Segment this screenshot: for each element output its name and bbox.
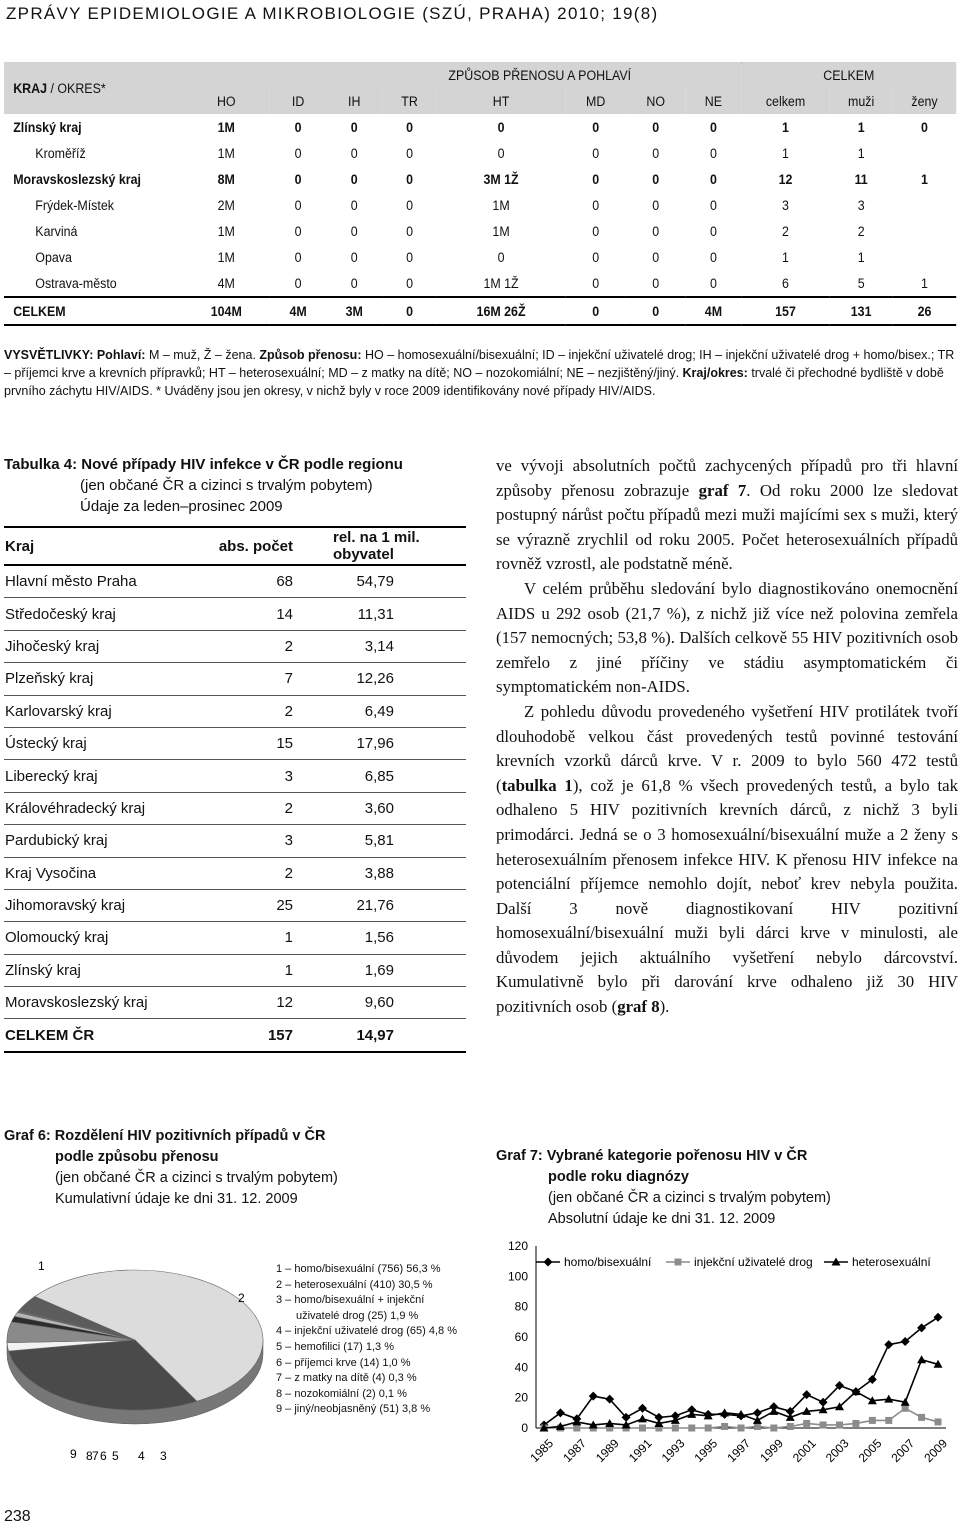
table-cell: 0 [921,119,928,135]
col-header-tr: TR [401,93,418,109]
rel-count: 54,79 [303,565,466,598]
table-cell: 0 [497,249,505,265]
pie-chart [0,1240,270,1480]
table-cell: 0 [497,145,505,161]
legend-item: 9 – jiný/neobjasněný (51) 3,8 % [276,1403,431,1416]
data-point [902,1405,909,1412]
x-tick-label: 1987 [560,1436,589,1466]
data-point [721,1423,728,1430]
data-point [852,1420,859,1427]
abs-count: 12 [212,987,303,1019]
data-point [918,1414,925,1421]
table-cell: 0 [350,223,358,239]
table-cell: 6 [782,275,789,291]
region-name: Ústecký kraj [4,727,212,759]
table-cell: 1M [492,197,510,213]
col-header-ženy: ženy [911,93,938,109]
legend-item: uživatelé drog (25) 1,9 % [296,1309,419,1322]
x-tick-label: 2001 [790,1436,819,1466]
table-cell: 0 [709,249,717,265]
table-total-row [4,297,956,325]
table-row [4,630,466,662]
data-point [638,1414,647,1422]
table-cell: 1 [921,275,928,291]
pie-label-6: 6 [100,1449,107,1463]
region-name: Zlínský kraj [4,954,212,986]
data-point [705,1425,712,1432]
table-cell: 0 [294,171,302,187]
table-cell: 0 [350,249,358,265]
abs-count: 2 [212,792,303,824]
col-header-no: NO [646,93,666,109]
table-cell: 0 [294,145,302,161]
total-label: CELKEM [4,297,182,325]
col-header-id: ID [291,93,305,109]
legend-item: 6 – příjemci krve (14) 1,0 % [276,1356,411,1369]
legend-label: heterosexuální [852,1255,931,1269]
region-table [4,526,466,1053]
table-cell: 0 [709,119,717,135]
table-cell: 12 [778,171,793,187]
data-point [638,1404,647,1413]
paragraph: ve vývoji absolutních počtů zachycených případů pro tři hlavní způsoby přenosu zobrazuje graf 7. Od roku 2000 lze sledovat postupný nárůst počtu případů mezi muži majícími sex s muži, který se výrazně zrychlil od roku 2005. Počet heterosexuálních případů rovněž vzrostl, ale podstatně méně. [496,456,958,574]
table-cell: 0 [350,171,358,187]
data-point [787,1423,794,1430]
y-tick-label: 60 [514,1330,528,1344]
col-header-rel: rel. na 1 mil. obyvatel [303,527,466,565]
table-row [4,922,466,954]
data-point [836,1421,843,1428]
legend-marker [544,1258,553,1267]
y-tick-label: 100 [507,1269,528,1284]
rel-count: 21,76 [303,889,466,921]
table-cell: 0 [294,249,302,265]
group-header-total: CELKEM [823,67,875,83]
table-row [4,889,466,921]
rel-count: 12,26 [303,663,466,695]
table-row [4,695,466,727]
region-name: Středočeský kraj [4,598,212,630]
table-corner: KRAJ / OKRES* [13,80,106,96]
table-row [4,244,956,270]
table-cell: 0 [709,223,717,239]
body-text [496,454,958,1020]
rel-count: 17,96 [303,727,466,759]
data-point [935,1418,942,1425]
table-row [4,565,466,598]
table-cell: 0 [497,119,505,135]
table-cell: 8M [217,171,235,187]
table-cell: 0 [592,119,600,135]
legend-item: 8 – nozokomiální (2) 0,1 % [276,1387,407,1400]
table-row [4,792,466,824]
table-row [4,166,956,192]
data-point [770,1425,777,1432]
x-tick-label: 1991 [625,1436,655,1466]
series-line-0 [544,1317,938,1425]
table-cell: 0 [652,171,660,187]
abs-count: 157 [212,1019,303,1052]
x-tick-label: 1993 [658,1436,688,1466]
y-tick-label: 20 [514,1390,528,1405]
table-cell: 0 [406,145,413,161]
table-cell: 1M [492,223,510,239]
col-header-md: MD [586,93,606,109]
table-cell: 4M [217,275,235,291]
legend-item: 3 – homo/bisexuální + injekční [276,1294,425,1307]
rel-count: 6,85 [303,760,466,792]
rel-count: 6,49 [303,695,466,727]
table-cell: 0 [406,171,413,187]
region-name: Ostrava-město [35,275,117,291]
pie-label-2: 2 [238,1291,245,1305]
col-header-ne: NE [704,93,723,109]
table-row [4,857,466,889]
legend-item: 2 – heterosexuální (410) 30,5 % [276,1278,433,1291]
rel-count: 11,31 [303,598,466,630]
x-tick-label: 2009 [921,1436,951,1466]
group-header-transmission: ZPŮSOB PŘENOSU A POHLAVÍ [448,67,632,83]
table-cell: 0 [652,145,660,161]
rel-count: 5,81 [303,825,466,857]
table-cell: 1 [921,171,928,187]
rel-count: 1,69 [303,954,466,986]
data-point [884,1340,893,1349]
table-row [4,140,956,166]
table-cell: 1M [217,223,235,239]
data-point [885,1417,892,1424]
table-cell [893,218,956,244]
paragraph: V celém průběhu sledování bylo diagnostikováno onemocnění AIDS u 292 osob (21,7 %), z nichž již více než polovina zemřela (157 nemocných; 53,8 %). Dalších celkově 55 HIV pozitivních osob zemřelo z jiné příčiny ve stádiu asymptomatickém či symptomatickém non-AIDS. [496,578,958,697]
region-name: Jihomoravský kraj [4,889,212,921]
region-name: Královéhradecký kraj [4,792,212,824]
abs-count: 7 [212,663,303,695]
abs-count: 68 [212,565,303,598]
table-cell: 0 [406,223,413,239]
table-cell: 1M 1Ž [483,275,519,291]
data-point [754,1423,761,1430]
data-point [688,1425,695,1432]
table-cell: 0 [592,223,600,239]
table-cell: 0 [406,249,413,265]
table-cell: 0 [592,197,600,213]
region-name: Opava [35,249,72,265]
col-header-region: Kraj [4,527,212,565]
table-cell: 131 [829,297,892,325]
table-cell: 0 [294,197,302,213]
table-cell: 0 [294,223,302,239]
x-tick-label: 1997 [724,1436,754,1466]
table-cell: 1 [782,145,789,161]
table-row [4,114,956,140]
table-cell: 0 [626,297,685,325]
abs-count: 1 [212,922,303,954]
legend-label: homo/bisexuální [564,1255,652,1269]
col-header-celkem: celkem [765,93,806,109]
abs-count: 1 [212,954,303,986]
table-cell: 0 [350,119,358,135]
table-cell [893,244,956,270]
table-row [4,987,466,1019]
table-row [4,663,466,695]
table-cell: 1 [857,249,865,265]
table-cell: 0 [350,197,358,213]
region-name: Hlavní město Praha [4,565,212,598]
data-point [573,1425,580,1432]
rel-count: 9,60 [303,987,466,1019]
table-cell: 4M [685,297,741,325]
table-cell: 3M [326,297,382,325]
table-cell: 1 [782,119,789,135]
table-cell: 3M 1Ž [483,171,519,187]
table-cell: 1M [217,145,235,161]
table-cell: 0 [709,197,717,213]
table-cell: 0 [592,171,600,187]
region-name: Zlínský kraj [13,119,82,135]
page-number: 238 [4,1508,31,1525]
data-point [820,1421,827,1428]
table-cell: 0 [592,249,600,265]
table-cell: 2M [217,197,235,213]
y-tick-label: 40 [514,1360,528,1375]
data-point [639,1425,646,1432]
col-header-abs: abs. počet [212,527,303,565]
region-name: Olomoucký kraj [4,922,212,954]
table4-title: Tabulka 4: Nové případy HIV infekce v ČR podle regionu (jen občané ČR a cizinci s trvalým pobytem) Údaje za leden–prosinec 2009 [4,456,403,515]
region-name: Kroměříž [35,145,86,161]
table-cell: 104M [182,297,270,325]
table-cell: 3 [857,197,865,213]
page-header: ZPRÁVY EPIDEMIOLOGIE A MIKROBIOLOGIE (SZÚ, PRAHA) 2010; 19(8) [6,4,659,23]
pie-label-8: 8 [86,1449,93,1463]
pie-label-5: 5 [112,1449,119,1463]
legend-item: 5 – hemofilici (17) 1,3 % [276,1340,394,1353]
table-cell: 0 [294,275,302,291]
table-cell: 0 [709,275,717,291]
table-row [4,218,956,244]
abs-count: 2 [212,857,303,889]
region-name: Karviná [35,223,78,239]
legend-item: 1 – homo/bisexuální (756) 56,3 % [276,1263,441,1275]
y-tick-label: 120 [507,1239,528,1253]
legend-marker [675,1259,682,1266]
region-name: Frýdek-Místek [35,197,114,213]
table-cell: 1 [857,145,865,161]
region-name: Plzeňský kraj [4,663,212,695]
table-cell: 0 [350,145,358,161]
legend-item: 4 – injekční uživatelé drog (65) 4,8 % [276,1325,457,1338]
table-row [4,192,956,218]
region-name: Liberecký kraj [4,760,212,792]
legend-item: 7 – z matky na dítě (4) 0,3 % [276,1372,417,1385]
y-tick-label: 80 [514,1299,528,1314]
col-header-muži: muži [848,93,875,109]
pie-label-3: 3 [160,1449,167,1463]
table-cell: 0 [652,249,660,265]
table-cell: 0 [350,275,358,291]
data-point [672,1425,679,1432]
x-tick-label: 1999 [757,1436,786,1466]
table-cell: 0 [592,275,600,291]
table-cell: 5 [857,275,865,291]
table-cell: 0 [652,197,660,213]
region-name: CELKEM ČR [4,1019,212,1052]
abs-count: 3 [212,760,303,792]
table-row [4,954,466,986]
graph7-title: Graf 7: Vybrané kategorie pořenosu HIV v ČR podle roku diagnózy (jen občané ČR a cizinci s trvalým pobytem) Absolutní údaje ke dni 31. 12. 2009 [496,1148,831,1227]
table-cell: 2 [857,223,865,239]
col-header-ih: IH [348,93,361,109]
table-cell: 4M [270,297,326,325]
data-point [738,1425,745,1432]
graph6-title: Graf 6: Rozdělení HIV pozitivních případů v ČR podle způsobu přenosu (jen občané ČR a cizinci s trvalým pobytem) Kumulativní údaje ke dni 31. 12. 2009 [4,1128,338,1207]
table-cell: 2 [782,223,789,239]
rel-count: 3,88 [303,857,466,889]
data-point [917,1355,926,1363]
table-cell: 157 [742,297,830,325]
region-name: Moravskoslezský kraj [4,987,212,1019]
rel-count: 3,60 [303,792,466,824]
abs-count: 2 [212,630,303,662]
table-cell: 0 [406,275,413,291]
table-cell [893,192,956,218]
region-name: Karlovarský kraj [4,695,212,727]
region-name: Jihočeský kraj [4,630,212,662]
col-header-ht: HT [492,93,510,109]
pie-label-7: 7 [92,1449,99,1463]
y-tick-label: 0 [521,1421,528,1435]
table-cell: 0 [592,145,600,161]
x-tick-label: 2007 [888,1436,918,1466]
pie-label-1: 1 [38,1259,45,1273]
table-cell: 0 [565,297,626,325]
table-cell: 0 [406,197,413,213]
data-point [803,1420,810,1427]
abs-count: 3 [212,825,303,857]
table-cell: 1 [857,119,865,135]
x-tick-label: 1985 [527,1436,557,1466]
table-row [4,598,466,630]
table-cell: 26 [893,297,956,325]
pie-label-4: 4 [138,1449,145,1463]
table-row [4,270,956,297]
table-cell: 0 [652,223,660,239]
col-header-ho: HO [216,93,236,109]
table-cell: 11 [854,171,868,187]
abs-count: 2 [212,695,303,727]
region-name: Kraj Vysočina [4,857,212,889]
table-cell: 0 [406,119,413,135]
abs-count: 14 [212,598,303,630]
table-notes: VYSVĚTLIVKY: Pohlaví: M – muž, Ž – žena. Způsob přenosu: HO – homosexuální/bisexuální; ID – injekční uživatelé drog; IH – injekční uživatelé drog + homo/bisex.; TR – příjemci krve a krevních přípravků; HT – heterosexuální; MD – z matky na dítě; NO – nozokomiální; NE – nezjištěný/jiný. Kraj/okres: trvalé či přechodné bydliště v době prvního záchytu HIV/AIDS. * Uváděny jsou jen okresy, v nichž byly v roce 2009 identifikovány nové případy HIV/AIDS. [4,348,955,398]
pie-legend [276,1262,457,1418]
x-tick-label: 2005 [855,1436,885,1466]
table-cell: 1M [217,249,235,265]
table-cell: 0 [382,297,437,325]
paragraph: Z pohledu důvodu provedeného vyšetření HIV protilátek tvoří dlouhodobě velkou část provedených testů povinné testování krevních vzorků dárců krve. V r. 2009 to bylo 560 472 testů (tabulka 1), což je 61,8 % všech provedených testů, a bylo tak odhaleno 5 HIV pozitivních krevních dárců, z nichž 3 byli primodárci. Jedná se o 3 homosexuální/bisexuální muže a 2 ženy s heterosexuálním přenosem infekce HIV. K přenosu HIV infekce na potenciální příjemce nemohlo dojít, neboť krev nebyla použita. Další 3 nově diagnostikovaní HIV pozitivní homosexuální/bisexuální muži byli dárci krve v minulosti, ale důvodem jejich aktuálního vyšetření nebylo dárcovství. Kumulativně bylo při darování krve odhaleno již 30 HIV pozitivních osob (graf 8). [496,701,958,1017]
abs-count: 15 [212,727,303,759]
table-cell: 0 [652,275,660,291]
table-cell: 0 [294,119,302,135]
legend-label: injekční uživatelé drog [694,1255,813,1269]
district-table [4,62,956,326]
table-cell: 16M 26Ž [437,297,565,325]
x-tick-label: 1995 [691,1436,721,1466]
table-cell [893,140,956,166]
table-row [4,825,466,857]
data-point [869,1417,876,1424]
table-cell: 1M [217,119,235,135]
table-cell: 0 [709,171,717,187]
table-cell: 0 [652,119,660,135]
table-cell: 1 [782,249,789,265]
table-total-row [4,1019,466,1052]
region-name: Pardubický kraj [4,825,212,857]
rel-count: 14,97 [303,1019,466,1052]
region-name: Moravskoslezský kraj [13,171,141,187]
rel-count: 1,56 [303,922,466,954]
x-tick-label: 2003 [822,1436,852,1466]
rel-count: 3,14 [303,630,466,662]
table-cell: 3 [782,197,789,213]
table-cell: 0 [709,145,717,161]
line-chart [490,1232,960,1502]
table-row [4,760,466,792]
abs-count: 25 [212,889,303,921]
table-row [4,727,466,759]
x-tick-label: 1989 [593,1436,622,1466]
pie-label-9: 9 [70,1447,77,1461]
data-point [934,1313,943,1322]
